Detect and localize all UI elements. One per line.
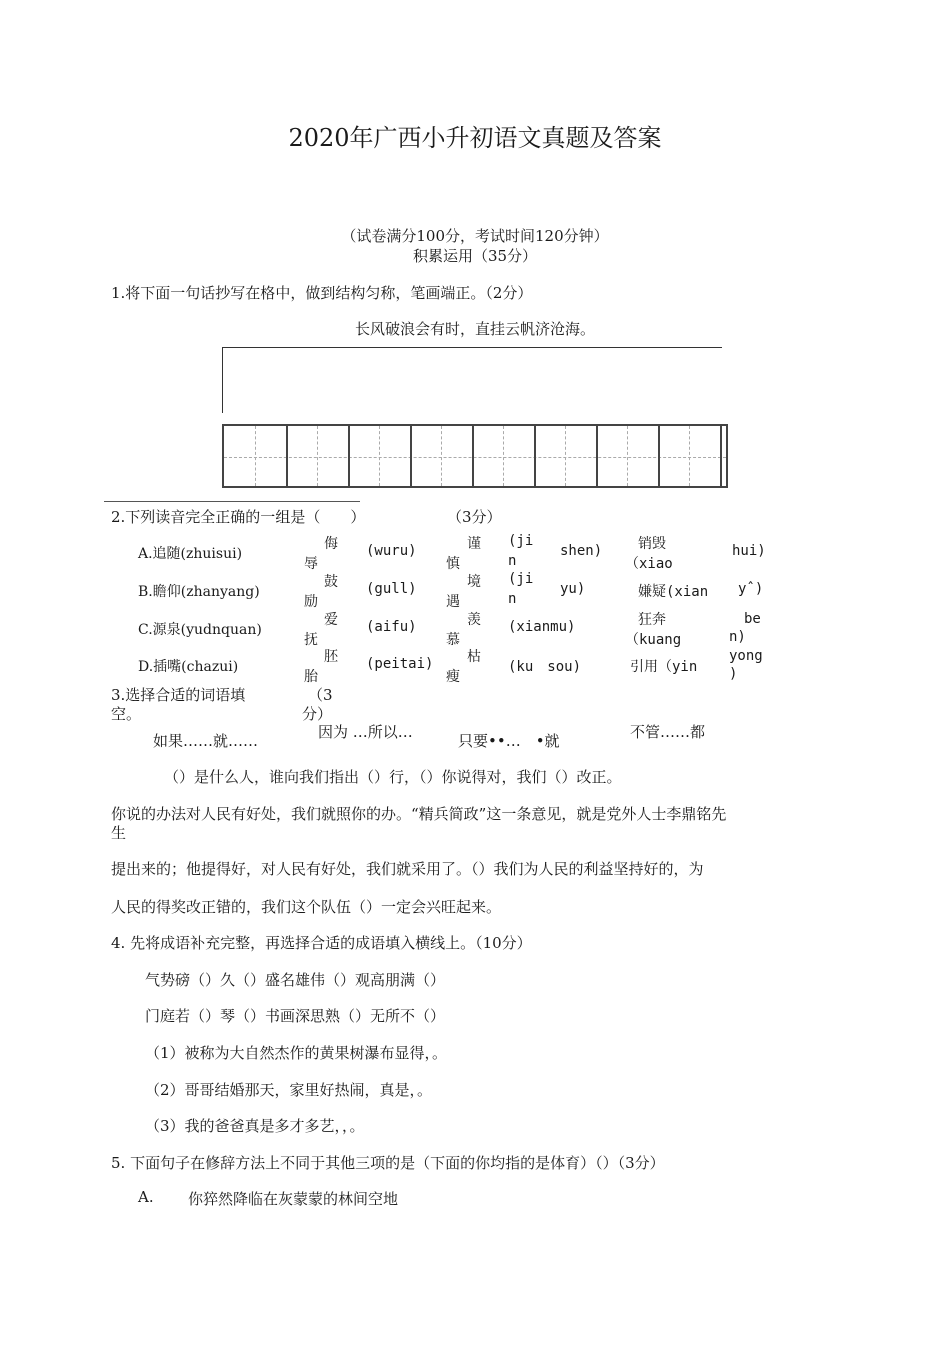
q3-passage-line1: （）是什么人，谁向我们指出（）行，（）你说得对，我们（）改正。: [164, 768, 622, 786]
q2-d-word3-char2: 瘦: [446, 669, 460, 685]
grid-cell-divider: [410, 426, 412, 486]
q2-option-c: C.源泉(yudnquan): [138, 622, 262, 638]
q3-option-1: 如果……就……: [153, 732, 259, 750]
q2-a-pinyin4-part1: （xiao: [625, 556, 673, 572]
q2-prompt: 2.下列读音完全正确的一组是（ ）: [111, 508, 366, 526]
q3-passage-line3: 提出来的；他提得好，对人民有好处，我们就采用了。（）我们为人民的利益坚持好的，为: [111, 860, 704, 878]
grid-cell-divider: [472, 426, 474, 486]
grid-guide: [689, 426, 690, 486]
q2-a-word4: 销毁: [638, 536, 666, 552]
grid-cell-divider: [596, 426, 598, 486]
q2-c-pinyin4-part2: be: [744, 611, 761, 627]
writing-box-top-border: [222, 347, 722, 348]
q2-score: （3分）: [447, 508, 502, 526]
q2-a-pinyin3-part1: (ji: [508, 533, 534, 549]
q2-d-pinyin4-part1: yong: [729, 648, 763, 664]
q3-passage-line2: 你说的办法对人民有好处，我们就照你的办。“精兵简政”这一条意见，就是党外人士李鼎铭先: [111, 805, 727, 823]
q4-idioms-row2: 门庭若（）琴（）书画深思熟（）无所不（）: [145, 1007, 446, 1025]
q4-sentence-2: （2）哥哥结婚那天，家里好热闹，真是，。: [145, 1081, 433, 1099]
q3-score-line2: 分）: [302, 705, 333, 723]
grid-midline: [224, 457, 726, 458]
q2-a-word2-char2: 辱: [304, 556, 318, 572]
separator-line: [104, 501, 360, 502]
q1-sentence: 长风破浪会有时，直挂云帆济沧海。: [354, 320, 595, 338]
q2-a-word3-char2: 慎: [446, 556, 460, 572]
q2-c-word4: 狂奔: [638, 612, 666, 628]
q2-a-pinyin3-part2: n: [508, 553, 517, 569]
section-heading: 积累运用（35分）: [412, 247, 538, 265]
q3-option-2: 因为 …所以…: [318, 723, 413, 741]
grid-guide: [317, 426, 318, 486]
q2-b-pinyin2: (gull): [366, 581, 417, 597]
grid-cell-divider: [286, 426, 288, 486]
q2-c-pinyin2: (aifu): [366, 619, 417, 635]
q3-prompt-line1: 3.选择合适的词语填: [111, 686, 246, 704]
q2-b-pinyin3-part1: (ji: [508, 571, 534, 587]
q2-option-d: D.插嘴(chazui): [138, 659, 239, 675]
grid-cell-divider: [534, 426, 536, 486]
grid-guide: [503, 426, 504, 486]
document-title: 2020年广西小升初语文真题及答案: [288, 124, 662, 152]
exam-info: （试卷满分100分，考试时间120分钟）: [341, 227, 609, 245]
q2-c-word2-char1: 爱: [324, 612, 338, 628]
q2-a-pinyin3-part3: shen): [560, 543, 603, 559]
q2-b-pinyin3-part3: yu): [560, 581, 586, 597]
q2-c-word2-char2: 抚: [304, 632, 318, 648]
q2-c-pinyin3: (xianmu): [508, 619, 576, 635]
q2-d-word4: 引用（yin: [630, 659, 698, 675]
q2-b-word4: 嫌疑(xian: [638, 584, 709, 600]
q2-a-pinyin2: (wuru): [366, 543, 417, 559]
q2-d-pinyin4-part2: ): [729, 666, 738, 682]
writing-box-left-border: [222, 347, 223, 413]
q4-idioms-row1: 气势磅（）久（）盛名雄伟（）观高朋满（）: [145, 971, 446, 989]
q2-b-word3-char2: 遇: [446, 594, 460, 610]
q4-prompt: 4. 先将成语补充完整，再选择合适的成语填入横线上。（10分）: [111, 934, 532, 952]
q2-c-word3-char2: 慕: [446, 632, 460, 648]
q2-c-pinyin4-part3: n): [729, 629, 746, 645]
q3-option-4: 不管……都: [630, 723, 706, 741]
q2-d-word2-char1: 胚: [324, 649, 338, 665]
q2-d-pinyin2: (peitai): [366, 656, 434, 672]
q2-b-word2-char2: 励: [304, 594, 318, 610]
q1-prompt: 1.将下面一句话抄写在格中，做到结构匀称，笔画端正。（2分）: [111, 284, 533, 302]
q5-prompt: 5. 下面句子在修辞方法上不同于其他三项的是（下面的你均指的是体育）（）（3分）: [111, 1154, 665, 1172]
grid-cell-divider: [348, 426, 350, 486]
q5-option-a-text: 你猝然降临在灰蒙蒙的林间空地: [188, 1190, 399, 1208]
grid-guide: [565, 426, 566, 486]
q2-c-pinyin4-part1: （kuang: [625, 632, 682, 648]
q2-option-a: A.追随(zhuisui): [138, 546, 243, 562]
q3-passage-line2-wrap: 生: [111, 824, 127, 842]
q3-score-line1: （3: [308, 686, 333, 704]
q2-d-word2-char2: 胎: [304, 669, 318, 685]
q2-b-word3-char1: 境: [467, 574, 481, 590]
q3-passage-line4: 人民的得奖改正错的，我们这个队伍（）一定会兴旺起来。: [111, 898, 502, 916]
q3-option-3: 只要••… •就: [458, 732, 560, 750]
q2-b-pinyin4-part2: yˆ): [738, 581, 764, 597]
q2-c-word3-char1: 羡: [467, 612, 481, 628]
q2-a-pinyin4-part2: hui): [732, 543, 766, 559]
writing-grid[interactable]: [222, 424, 728, 488]
q2-d-pinyin3: (ku sou): [508, 659, 582, 675]
grid-guide: [255, 426, 256, 486]
q5-option-a-label: A.: [138, 1188, 154, 1206]
grid-guide: [379, 426, 380, 486]
q2-a-word2-char1: 侮: [324, 536, 338, 552]
grid-cell-divider: [720, 426, 722, 486]
q4-sentence-1: （1）被称为大自然杰作的黄果树瀑布显得，。: [145, 1044, 448, 1062]
q4-sentence-3: （3）我的爸爸真是多才多艺，，。: [145, 1117, 365, 1135]
q2-b-pinyin3-part2: n: [508, 591, 517, 607]
q2-option-b: B.瞻仰(zhanyang): [138, 584, 260, 600]
q2-b-word2-char1: 鼓: [324, 574, 338, 590]
q3-prompt-line2: 空。: [111, 705, 142, 723]
grid-guide: [627, 426, 628, 486]
grid-cell-divider: [658, 426, 660, 486]
q2-a-word3-char1: 谨: [467, 536, 481, 552]
q2-d-word3-char1: 枯: [467, 649, 481, 665]
grid-guide: [441, 426, 442, 486]
